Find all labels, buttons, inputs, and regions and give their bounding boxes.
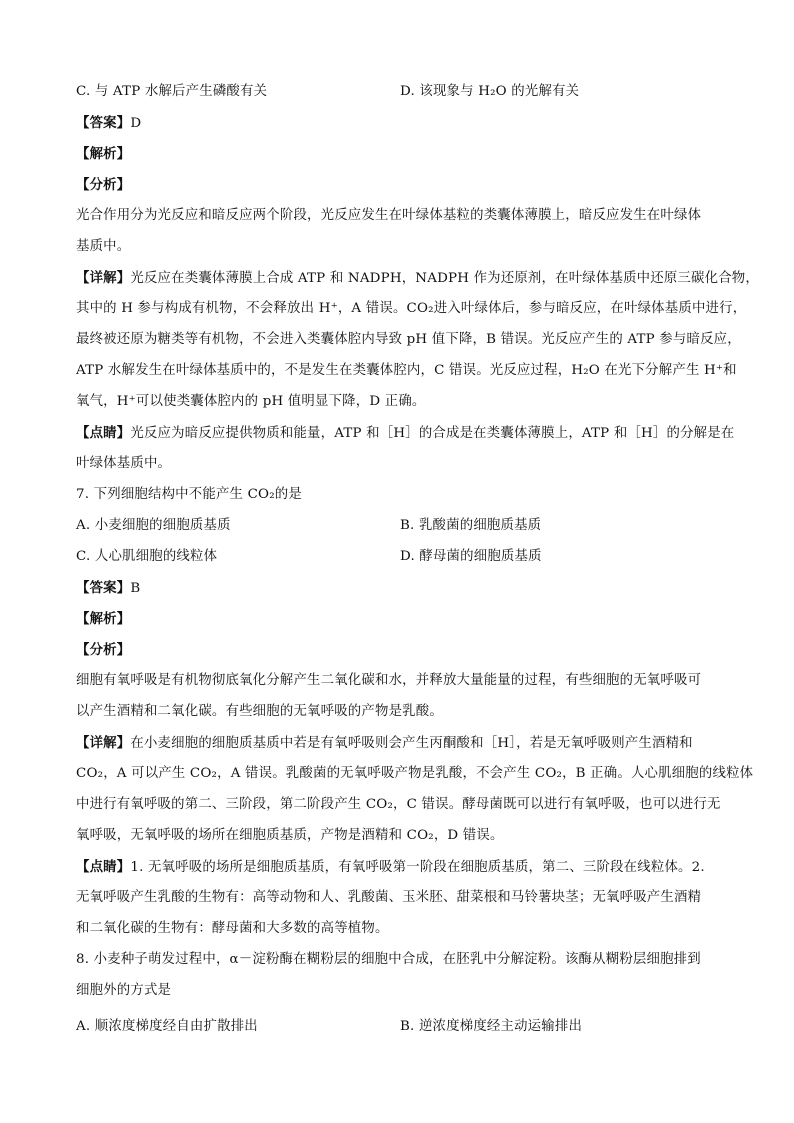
- q7-detail-line-4: 氧呼吸，无氧呼吸的场所在细胞质基质，产物是酒精和 CO₂，D 错误。: [76, 828, 504, 843]
- q6-analysis-tag: 【解析】: [76, 146, 131, 162]
- q8-option-a: A. 顺浓度梯度经自由扩散排出: [76, 1019, 258, 1034]
- dianjing-tag: 【点睛】: [76, 425, 131, 441]
- q7-stem: 7. 下列细胞结构中不能产生 CO₂的是: [76, 487, 302, 502]
- q6-fenxi-line-1: 光合作用分为光反应和暗反应两个阶段，光反应发生在叶绿体基粒的类囊体薄膜上，暗反应发生在叶绿体: [76, 208, 702, 223]
- dianjing-text: 1. 无氧呼吸的场所是细胞质基质，有氧呼吸第一阶段在细胞质基质，第二、三阶段在线粒体。2.: [130, 860, 705, 875]
- q7-analysis-tag: 【解析】: [76, 611, 131, 627]
- detail-text: 在小麦细胞的细胞质基质中若是有氧呼吸则会产生丙酮酸和［H］，若是无氧呼吸则产生酒精和: [130, 736, 693, 751]
- q7-fenxi-tag: 【分析】: [76, 642, 131, 658]
- q6-detail-line-4: ATP 水解发生在叶绿体基质中的，不是发生在类囊体腔内，C 错误。光反应过程，H₂O 在光下分解产生 H⁺和: [76, 363, 737, 378]
- detail-tag: 【详解】: [76, 270, 131, 286]
- q8-stem-line-2: 细胞外的方式是: [76, 983, 172, 998]
- q6-dianjing-line-2: 叶绿体基质中。: [76, 456, 172, 471]
- q6-option-d: D. 该现象与 H₂O 的光解有关: [400, 84, 580, 99]
- q7-option-b: B. 乳酸菌的细胞质基质: [400, 518, 542, 533]
- q6-detail-line-3: 最终被还原为糖类等有机物，不会进入类囊体腔内导致 pH 值下降，B 错误。光反应产生的 ATP 参与暗反应，: [76, 332, 741, 347]
- q6-answer: [76, 113, 141, 134]
- q6-detail-line-2: 其中的 H 参与构成有机物，不会释放出 H⁺，A 错误。CO₂进入叶绿体后，参与暗反应，在叶绿体基质中进行，: [76, 301, 747, 316]
- q6-option-c: C. 与 ATP 水解后产生磷酸有关: [76, 84, 268, 99]
- q7-option-a: A. 小麦细胞的细胞质基质: [76, 518, 231, 533]
- q7-option-d: D. 酵母菌的细胞质基质: [400, 549, 542, 564]
- q7-detail-line-1: [76, 733, 726, 754]
- q7-dianjing-line-2: 无氧呼吸产生乳酸的生物有：高等动物和人、乳酸菌、玉米胚、甜菜根和马铃薯块茎；无氧呼吸产生酒精: [76, 890, 702, 905]
- q7-detail-line-3: 中进行有氧呼吸的第二、三阶段，第二阶段产生 CO₂，C 错误。酵母菌既可以进行有氧呼吸，也可以进行无: [76, 797, 721, 812]
- q7-answer: [76, 578, 140, 599]
- q8-stem-line-1: 8. 小麦种子萌发过程中，α－淀粉酶在糊粉层的细胞中合成，在胚乳中分解淀粉。该酶从糊粉层细胞排到: [76, 952, 701, 967]
- q6-fenxi-tag: 【分析】: [76, 177, 131, 193]
- dianjing-text: 光反应为暗反应提供物质和能量，ATP 和［H］的合成是在类囊体薄膜上，ATP 和［H］的分解是在: [130, 426, 735, 441]
- q7-fenxi-line-2: 以产生酒精和二氧化碳。有些细胞的无氧呼吸的产物是乳酸。: [76, 704, 443, 719]
- answer-value: D: [130, 116, 142, 131]
- q6-detail-line-5: 氧气，H⁺可以使类囊体腔内的 pH 值明显下降，D 正确。: [76, 394, 426, 409]
- dianjing-tag: 【点睛】: [76, 859, 131, 875]
- q6-fenxi-line-2: 基质中。: [76, 239, 131, 254]
- q7-fenxi-line-1: 细胞有氧呼吸是有机物彻底氧化分解产生二氧化碳和水，并释放大量能量的过程，有些细胞的无氧呼吸可: [76, 673, 702, 688]
- q7-option-c: C. 人心肌细胞的线粒体: [76, 549, 218, 564]
- q6-detail-line-1: [76, 268, 759, 289]
- q8-option-b: B. 逆浓度梯度经主动运输排出: [400, 1019, 583, 1034]
- answer-value: B: [130, 581, 141, 596]
- q7-dianjing-line-3: 和二氧化碳的生物有：酵母菌和大多数的高等植物。: [76, 921, 389, 936]
- q7-detail-line-2: CO₂，A 可以产生 CO₂，A 错误。乳酸菌的无氧呼吸产物是乳酸，不会产生 CO₂，B 正确。人心肌细胞的线粒体: [76, 766, 754, 781]
- q6-options-row: [76, 82, 267, 102]
- q7-dianjing-line-1: [76, 857, 726, 878]
- q6-dianjing-line-1: [76, 423, 735, 444]
- detail-tag: 【详解】: [76, 735, 131, 751]
- answer-tag: 【答案】: [76, 115, 131, 131]
- answer-tag: 【答案】: [76, 580, 131, 596]
- detail-text: 光反应在类囊体薄膜上合成 ATP 和 NADPH，NADPH 作为还原剂，在叶绿体基质中还原三碳化合物，: [130, 271, 759, 286]
